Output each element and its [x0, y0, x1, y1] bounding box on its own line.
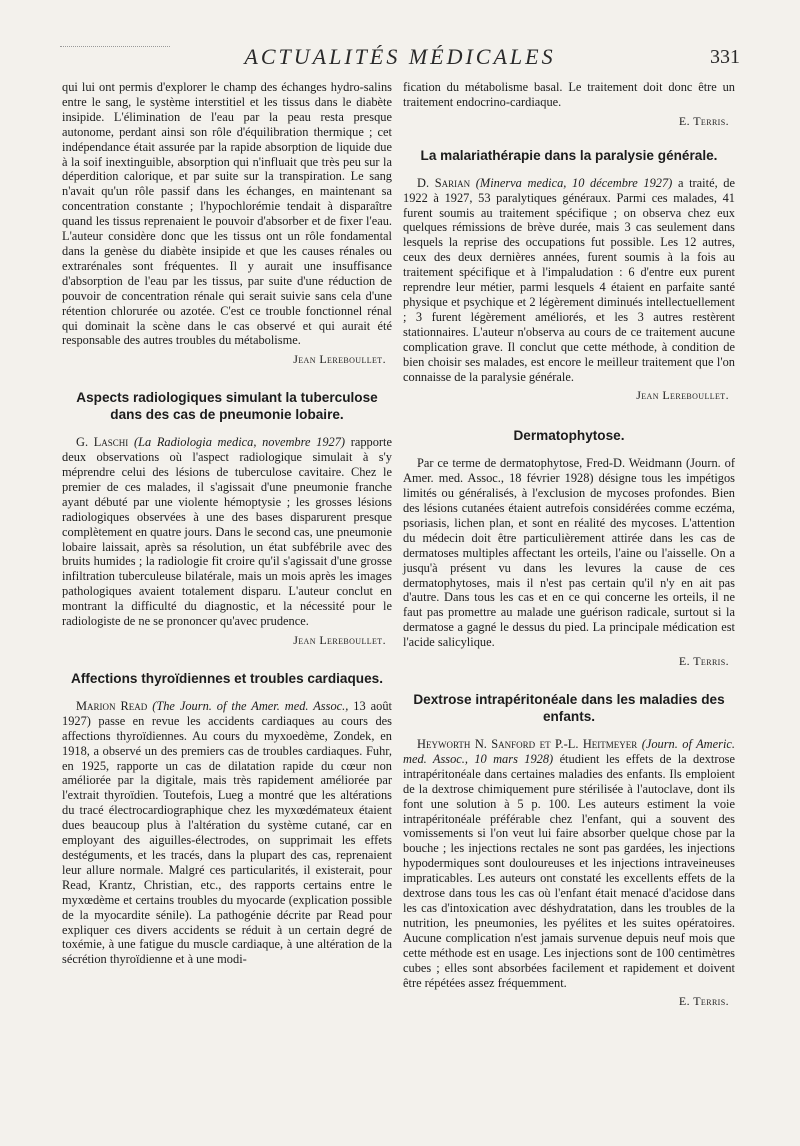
article-author: Marion Read	[76, 698, 148, 713]
left-column	[62, 80, 392, 967]
running-title: ACTUALITÉS MÉDICALES	[244, 44, 556, 69]
article-body	[62, 699, 392, 967]
signature: E. Terris.	[678, 654, 729, 669]
article-title: Aspects radiologiques simulant la tuberculose dans des cas de pneumonie lobaire.	[76, 390, 378, 423]
article-title: Dextrose intrapéritonéale dans les maladies des enfants.	[413, 692, 725, 724]
article-body	[403, 737, 735, 990]
signature: Jean Lereboullet.	[293, 352, 386, 367]
article-body	[403, 176, 735, 385]
article-author: Heyworth N. Sanford et P.-L. Heitmeyer	[417, 737, 638, 751]
continued-paragraph: fication du métabolisme basal. Le traitement doit donc être un traitement endocrino-cardiaque.	[403, 80, 735, 109]
article-source: (Journ. of Americ. med. Assoc., 10 mars 1928)	[403, 737, 735, 766]
article-body: Par ce terme de dermatophytose, Fred-D. Weidmann (Journ. of Amer. med. Assoc., 18 février 1928) désigne tous les impétigos limités ou généralisés, à l'exclusion de mycoses profondes. Bien des lésions cutanées étaient autrefois considérées comme eczéma, psoriasis, lichen plan, et sont en réalité des mycoses. L'attention du médecin doit être particulièrement attirée dans les cas de dermatoses multiples affectant les orteils, l'aine ou l'aisselle. On a jusqu'à présent vu dans les levures la cause de ces dermatophytoses, mais il n'est pas certain qu'il n'y en ait pas d'autre. Dans tous les cas et en ce qui concerne les orteils, il ne faut pas promettre au malade une guérison radicale, surtout si la dermatose a gagné le dessus du pied. La principale médication est l'acide salicylique.	[403, 456, 735, 650]
article-text: étudient les effets de la dextrose intrapéritonéale dans certaines maladies des enfants. Ils emploient de la dextrose chimiquement pure stérilisée à l'autoclave, dont ils font une solution à 5 p. 100. Les auteurs estiment la voie intrapéritonéale préférable chez l'enfant, qui a souvent des vomissements si l'on veut lui faire absorber quelque chose par la bouche ; les injections rectales ne sont pas gardées, les injections hypodermiques sont douloureuses et les injections intraveineuses impraticables. Les auteurs ont constaté les excellents effets de la dextrose dans tous les cas où l'enfant était menacé d'acidose dans les cas d'intoxication avec déshydratation, dans les troubles de la nutrition, les pneumonies, les pyélites et les suites opératoires. Aucune complication n'est jamais survenue depuis neuf mois que cette méthode est en usage. Les injections sont de 100 centimètres cubes ; elles sont absorbées facilement et rapidement et doivent être répétées assez fréquemment.	[403, 751, 735, 990]
signature: Jean Lereboullet.	[636, 388, 729, 403]
signature: E. Terris.	[678, 113, 729, 128]
article-body	[62, 435, 392, 629]
article-title: Dermatophytose.	[513, 428, 625, 444]
article-title: La malariathérapie dans la paralysie générale.	[420, 147, 718, 163]
article-text: rapporte deux observations où l'aspect radiologique simulait à s'y méprendre celui des lésions de tuberculose cavitaire. Chez le premier de ces malades, il s'agissait d'une pneumonie franche ayant débuté par une violente hémoptysie ; les grosses lésions radiologiques observées à une des bases disparurent presque complètement en quatre jours. Dans le second cas, une pneumonie lobaire laissait, après sa résolution, un état subfébrile avec des bruits humides ; la radiologie fit croire qu'il s'agissait d'une grosse infiltration tuberculeuse bilatérale, mais un mois après les images pathologiques avaient totalement disparu. L'auteur conclut en montrant la difficulté du diagnostic, et la nécessité pour le radiologiste de ne se prononcer qu'avec prudence.	[62, 435, 392, 629]
article-source: (La Radiologia medica, novembre 1927)	[133, 435, 346, 450]
article-source: (Minerva medica, 10 décembre 1927)	[475, 175, 673, 190]
page-header	[60, 40, 740, 80]
article-source: (The Journ. of the Amer. med. Assoc.,	[152, 698, 349, 713]
signature: Jean Lereboullet.	[293, 633, 386, 647]
article-text: a traité, de 1922 à 1927, 53 paralytiques généraux. Parmi ces malades, 41 furent soumis au traitement spécifique ; on observa chez eux quelques rémissions de brève durée, mais 3 cas seulement dans lesquels la reprise des occupations fut possible. Les 12 autres, ceux des deux dernières années, furent soumis à la fois au traitement spécifique et à l'impaludation : 6 d'entre eux purent reprendre leur métier, parmi lesquels 4 étaient en parfaite santé physique et psychique et 2 légèrement diminués intellectuellement ; 3 furent légèrement améliorés, et les 3 autres restèrent stationnaires. L'auteur n'observa au cours de ce traitement aucune complication grave. Il conclut que cette méthode, à condition de bien choisir ses malades, est encore le meilleur traitement que l'on connaisse de la paralysie générale.	[403, 175, 735, 384]
signature: E. Terris.	[678, 994, 729, 1009]
article-author: G. Laschi	[76, 435, 129, 450]
article-author: D. Sarian	[417, 175, 471, 190]
article-text: 13 août 1927) passe en revue les accidents cardiaques au cours des affections thyroïdiennes. Au cours du myxoedème, Zondek, en 1918, a observé un des premiers cas de troubles cardiaques. Fuhr, en 1925, rapporte un cas de dilatation rapide du cœur non améliorée par la digitale, mais très rapidement améliorée par l'extrait thyroïdien. Toutefois, Lueg a montré que les altérations du tracé électrocardiographique chez les myxœdémateux étaient dues beaucoup plus à l'altération du système cutané, car en employant des aiguilles-électrodes, on supprimait les effets destéguments, et les tracés, dans la plupart des cas, reprenaient leur allure normale. Malgré ces particularités, il existerait, pour Read, Krantz, Christian, etc., des rapports certains entre le myxœdème et certains troubles du myocarde (explication possible de la myocardite sénile). La pathogénie décrite par Read pour expliquer ces divers accidents se réduit à un certain degré de toxémie, à une fatigue du muscle cardiaque, à une altération de la sécrétion thyroïdienne et à une modi-	[62, 698, 392, 967]
article-title: Affections thyroïdiennes et troubles cardiaques.	[71, 670, 383, 686]
page-number: 331	[710, 46, 740, 68]
right-column	[403, 80, 735, 1009]
continued-paragraph: qui lui ont permis d'explorer le champ des échanges hydro-salins entre le sang, le système interstitiel et les tissus dans le diabète insipide. L'élimination de l'eau par la peau resta presque autonome, perdant ainsi son rôle d'équilibration thermique ; cet indépendance était assurée par la rapide absorption de liquide due à la soif inextinguible, absorption qui n'influait que très peu sur la déperdition calorique, et par suite sur la transpiration. Le sang n'avait qu'un rôle passif dans les échanges, en maintenant sa concentration constante ; l'hypochlorémie tendait à disparaître quand les tissus reprenaient le pouvoir d'absorber et de fixer l'eau. L'auteur considère donc que les tissus ont un rôle fondamental dans la genèse du diabète insipide et que les causes rénales ou extrarénales sont fréquentes. Il y aurait une insuffisance d'absorption de l'eau par les tissus, par suite d'une réduction de pouvoir de concentration rénale qui serait suivie sans cela d'une rétention chlorurée ou azotée. C'est ce trouble fonctionnel rénal qui dominait la scène dans le cas observé et qui aurait été responsable des autres troubles du métabolisme.	[62, 80, 392, 348]
